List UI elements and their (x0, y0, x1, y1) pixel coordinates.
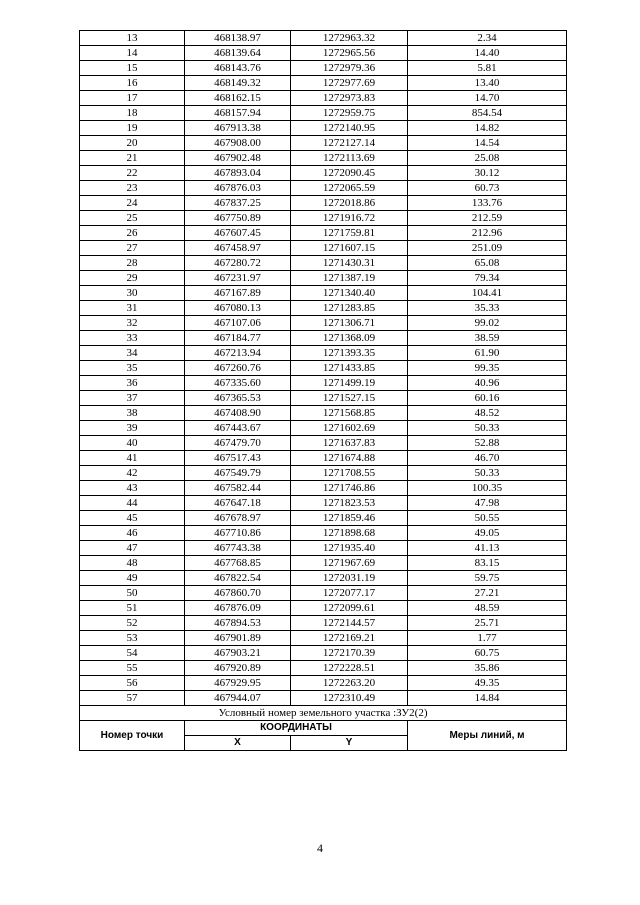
table-row (80, 661, 567, 676)
x-coordinate-cell: 467167.89 (185, 286, 291, 301)
x-coordinate-cell: 467876.03 (185, 181, 291, 196)
point-number-cell: 22 (80, 166, 185, 181)
line-measure-cell: 35.33 (408, 301, 567, 316)
x-coordinate-cell: 467107.06 (185, 316, 291, 331)
x-coordinate-cell: 467479.70 (185, 436, 291, 451)
x-coordinate-cell: 467903.21 (185, 646, 291, 661)
y-coordinate-cell: 1271607.15 (291, 241, 408, 256)
line-measure-cell: 30.12 (408, 166, 567, 181)
point-number-cell: 35 (80, 361, 185, 376)
point-number-cell: 32 (80, 316, 185, 331)
y-coordinate-cell: 1272090.45 (291, 166, 408, 181)
table-row (80, 481, 567, 496)
line-measure-cell: 25.71 (408, 616, 567, 631)
table-row (80, 196, 567, 211)
line-measure-cell: 13.40 (408, 76, 567, 91)
point-number-cell: 33 (80, 331, 185, 346)
line-measure-cell: 60.75 (408, 646, 567, 661)
x-coordinate-cell: 467901.89 (185, 631, 291, 646)
line-measure-cell: 41.13 (408, 541, 567, 556)
x-coordinate-cell: 467408.90 (185, 406, 291, 421)
x-coordinate-cell: 467822.54 (185, 571, 291, 586)
line-measure-cell: 50.55 (408, 511, 567, 526)
y-coordinate-cell: 1271283.85 (291, 301, 408, 316)
line-measure-cell: 2.34 (408, 31, 567, 46)
y-coordinate-cell: 1271368.09 (291, 331, 408, 346)
line-measure-cell: 83.15 (408, 556, 567, 571)
x-coordinate-cell: 467743.38 (185, 541, 291, 556)
y-coordinate-cell: 1272127.14 (291, 136, 408, 151)
table-row (80, 166, 567, 181)
y-coordinate-cell: 1272018.86 (291, 196, 408, 211)
x-coordinate-cell: 467517.43 (185, 451, 291, 466)
point-number-cell: 25 (80, 211, 185, 226)
line-measure-cell: 1.77 (408, 631, 567, 646)
x-coordinate-cell: 467913.38 (185, 121, 291, 136)
y-coordinate-cell: 1272099.61 (291, 601, 408, 616)
coordinates-table (79, 30, 567, 751)
point-number-cell: 18 (80, 106, 185, 121)
header-x: X (185, 736, 291, 751)
line-measure-cell: 61.90 (408, 346, 567, 361)
x-coordinate-cell: 467647.18 (185, 496, 291, 511)
table-row (80, 496, 567, 511)
table-row (80, 436, 567, 451)
point-number-cell: 39 (80, 421, 185, 436)
y-coordinate-cell: 1271674.88 (291, 451, 408, 466)
table-row (80, 76, 567, 91)
point-number-cell: 19 (80, 121, 185, 136)
page-number: 4 (317, 841, 323, 855)
point-number-cell: 28 (80, 256, 185, 271)
y-coordinate-cell: 1272228.51 (291, 661, 408, 676)
table-row (80, 136, 567, 151)
table-row (80, 646, 567, 661)
line-measure-cell: 40.96 (408, 376, 567, 391)
point-number-cell: 41 (80, 451, 185, 466)
x-coordinate-cell: 467929.95 (185, 676, 291, 691)
x-coordinate-cell: 468162.15 (185, 91, 291, 106)
point-number-cell: 26 (80, 226, 185, 241)
line-measure-cell: 5.81 (408, 61, 567, 76)
line-measure-cell: 14.54 (408, 136, 567, 151)
line-measure-cell: 14.82 (408, 121, 567, 136)
point-number-cell: 29 (80, 271, 185, 286)
line-measure-cell: 49.05 (408, 526, 567, 541)
point-number-cell: 36 (80, 376, 185, 391)
x-coordinate-cell: 468143.76 (185, 61, 291, 76)
y-coordinate-cell: 1272077.17 (291, 586, 408, 601)
x-coordinate-cell: 468139.64 (185, 46, 291, 61)
line-measure-cell: 60.16 (408, 391, 567, 406)
table-row (80, 331, 567, 346)
y-coordinate-cell: 1272977.69 (291, 76, 408, 91)
line-measure-cell: 38.59 (408, 331, 567, 346)
x-coordinate-cell: 467860.70 (185, 586, 291, 601)
table-row (80, 241, 567, 256)
table-row (80, 181, 567, 196)
x-coordinate-cell: 467876.09 (185, 601, 291, 616)
y-coordinate-cell: 1271393.35 (291, 346, 408, 361)
line-measure-cell: 99.02 (408, 316, 567, 331)
x-coordinate-cell: 467582.44 (185, 481, 291, 496)
y-coordinate-cell: 1271859.46 (291, 511, 408, 526)
line-measure-cell: 48.59 (408, 601, 567, 616)
line-measure-cell: 854.54 (408, 106, 567, 121)
line-measure-cell: 79.34 (408, 271, 567, 286)
table-row (80, 106, 567, 121)
x-coordinate-cell: 467893.04 (185, 166, 291, 181)
x-coordinate-cell: 467768.85 (185, 556, 291, 571)
point-number-cell: 21 (80, 151, 185, 166)
line-measure-cell: 35.86 (408, 661, 567, 676)
table-row (80, 121, 567, 136)
point-number-cell: 46 (80, 526, 185, 541)
line-measure-cell: 48.52 (408, 406, 567, 421)
point-number-cell: 14 (80, 46, 185, 61)
y-coordinate-cell: 1272140.95 (291, 121, 408, 136)
header-coordinates: КООРДИНАТЫ (185, 721, 408, 736)
line-measure-cell: 50.33 (408, 466, 567, 481)
y-coordinate-cell: 1271499.19 (291, 376, 408, 391)
y-coordinate-cell: 1271637.83 (291, 436, 408, 451)
table-row (80, 391, 567, 406)
point-number-cell: 54 (80, 646, 185, 661)
x-coordinate-cell: 467184.77 (185, 331, 291, 346)
table-row (80, 451, 567, 466)
point-number-cell: 52 (80, 616, 185, 631)
table-row (80, 421, 567, 436)
point-number-cell: 40 (80, 436, 185, 451)
table-row (80, 556, 567, 571)
line-measure-cell: 212.59 (408, 211, 567, 226)
point-number-cell: 27 (80, 241, 185, 256)
point-number-cell: 50 (80, 586, 185, 601)
line-measure-cell: 49.35 (408, 676, 567, 691)
line-measure-cell: 59.75 (408, 571, 567, 586)
x-coordinate-cell: 467678.97 (185, 511, 291, 526)
line-measure-cell: 25.08 (408, 151, 567, 166)
line-measure-cell: 47.98 (408, 496, 567, 511)
point-number-cell: 49 (80, 571, 185, 586)
line-measure-cell: 100.35 (408, 481, 567, 496)
x-coordinate-cell: 467280.72 (185, 256, 291, 271)
table-row (80, 511, 567, 526)
coordinates-table-body (80, 31, 567, 706)
table-row (80, 691, 567, 706)
point-number-cell: 53 (80, 631, 185, 646)
y-coordinate-cell: 1272973.83 (291, 91, 408, 106)
line-measure-cell: 65.08 (408, 256, 567, 271)
y-coordinate-cell: 1271433.85 (291, 361, 408, 376)
x-coordinate-cell: 467335.60 (185, 376, 291, 391)
x-coordinate-cell: 468157.94 (185, 106, 291, 121)
y-coordinate-cell: 1271527.15 (291, 391, 408, 406)
x-coordinate-cell: 467458.97 (185, 241, 291, 256)
y-coordinate-cell: 1271898.68 (291, 526, 408, 541)
point-number-cell: 44 (80, 496, 185, 511)
point-number-cell: 23 (80, 181, 185, 196)
point-number-cell: 13 (80, 31, 185, 46)
line-measure-cell: 52.88 (408, 436, 567, 451)
point-number-cell: 48 (80, 556, 185, 571)
x-coordinate-cell: 467944.07 (185, 691, 291, 706)
table-row (80, 61, 567, 76)
x-coordinate-cell: 467080.13 (185, 301, 291, 316)
y-coordinate-cell: 1272031.19 (291, 571, 408, 586)
table-row (80, 631, 567, 646)
point-number-cell: 51 (80, 601, 185, 616)
table-row (80, 286, 567, 301)
point-number-cell: 43 (80, 481, 185, 496)
table-row (80, 256, 567, 271)
table-row (80, 226, 567, 241)
table-row (80, 316, 567, 331)
y-coordinate-cell: 1271935.40 (291, 541, 408, 556)
x-coordinate-cell: 467213.94 (185, 346, 291, 361)
x-coordinate-cell: 467549.79 (185, 466, 291, 481)
line-measure-cell: 27.21 (408, 586, 567, 601)
point-number-cell: 24 (80, 196, 185, 211)
x-coordinate-cell: 467750.89 (185, 211, 291, 226)
y-coordinate-cell: 1272144.57 (291, 616, 408, 631)
y-coordinate-cell: 1272169.21 (291, 631, 408, 646)
table-row (80, 91, 567, 106)
point-number-cell: 16 (80, 76, 185, 91)
table-row (80, 346, 567, 361)
table-row (80, 301, 567, 316)
x-coordinate-cell: 467710.86 (185, 526, 291, 541)
table-row (80, 676, 567, 691)
header-point-number: Номер точки (80, 721, 185, 751)
table-row (80, 616, 567, 631)
x-coordinate-cell: 468149.32 (185, 76, 291, 91)
line-measure-cell: 212.96 (408, 226, 567, 241)
table-row (80, 376, 567, 391)
x-coordinate-cell: 467365.53 (185, 391, 291, 406)
table-row (80, 586, 567, 601)
x-coordinate-cell: 467607.45 (185, 226, 291, 241)
x-coordinate-cell: 467260.76 (185, 361, 291, 376)
y-coordinate-cell: 1271306.71 (291, 316, 408, 331)
land-plot-subtitle: Условный номер земельного участка :ЗУ2(2) (80, 706, 567, 721)
x-coordinate-cell: 467894.53 (185, 616, 291, 631)
y-coordinate-cell: 1271568.85 (291, 406, 408, 421)
x-coordinate-cell: 467902.48 (185, 151, 291, 166)
y-coordinate-cell: 1271823.53 (291, 496, 408, 511)
table-row (80, 46, 567, 61)
point-number-cell: 42 (80, 466, 185, 481)
line-measure-cell: 104.41 (408, 286, 567, 301)
point-number-cell: 31 (80, 301, 185, 316)
table-row (80, 151, 567, 166)
y-coordinate-cell: 1271967.69 (291, 556, 408, 571)
x-coordinate-cell: 467443.67 (185, 421, 291, 436)
table-row (80, 361, 567, 376)
y-coordinate-cell: 1272113.69 (291, 151, 408, 166)
table-row (80, 601, 567, 616)
table-row (80, 571, 567, 586)
header-y: Y (291, 736, 408, 751)
y-coordinate-cell: 1271746.86 (291, 481, 408, 496)
table-row (80, 31, 567, 46)
y-coordinate-cell: 1271708.55 (291, 466, 408, 481)
y-coordinate-cell: 1272965.56 (291, 46, 408, 61)
point-number-cell: 20 (80, 136, 185, 151)
next-section-header (80, 706, 567, 751)
point-number-cell: 38 (80, 406, 185, 421)
point-number-cell: 30 (80, 286, 185, 301)
point-number-cell: 17 (80, 91, 185, 106)
table-row (80, 541, 567, 556)
x-coordinate-cell: 467908.00 (185, 136, 291, 151)
y-coordinate-cell: 1272263.20 (291, 676, 408, 691)
point-number-cell: 47 (80, 541, 185, 556)
line-measure-cell: 14.70 (408, 91, 567, 106)
point-number-cell: 56 (80, 676, 185, 691)
y-coordinate-cell: 1272310.49 (291, 691, 408, 706)
line-measure-cell: 46.70 (408, 451, 567, 466)
point-number-cell: 45 (80, 511, 185, 526)
line-measure-cell: 251.09 (408, 241, 567, 256)
y-coordinate-cell: 1271430.31 (291, 256, 408, 271)
y-coordinate-cell: 1272963.32 (291, 31, 408, 46)
y-coordinate-cell: 1271387.19 (291, 271, 408, 286)
point-number-cell: 57 (80, 691, 185, 706)
y-coordinate-cell: 1272959.75 (291, 106, 408, 121)
y-coordinate-cell: 1272065.59 (291, 181, 408, 196)
y-coordinate-cell: 1271602.69 (291, 421, 408, 436)
line-measure-cell: 133.76 (408, 196, 567, 211)
x-coordinate-cell: 467920.89 (185, 661, 291, 676)
x-coordinate-cell: 468138.97 (185, 31, 291, 46)
point-number-cell: 37 (80, 391, 185, 406)
line-measure-cell: 14.40 (408, 46, 567, 61)
x-coordinate-cell: 467837.25 (185, 196, 291, 211)
line-measure-cell: 50.33 (408, 421, 567, 436)
point-number-cell: 55 (80, 661, 185, 676)
line-measure-cell: 60.73 (408, 181, 567, 196)
y-coordinate-cell: 1272170.39 (291, 646, 408, 661)
table-row (80, 526, 567, 541)
y-coordinate-cell: 1271759.81 (291, 226, 408, 241)
header-line-measures: Меры линий, м (408, 721, 567, 751)
x-coordinate-cell: 467231.97 (185, 271, 291, 286)
table-row (80, 271, 567, 286)
y-coordinate-cell: 1271916.72 (291, 211, 408, 226)
point-number-cell: 15 (80, 61, 185, 76)
line-measure-cell: 14.84 (408, 691, 567, 706)
y-coordinate-cell: 1272979.36 (291, 61, 408, 76)
table-row (80, 466, 567, 481)
table-row (80, 211, 567, 226)
line-measure-cell: 99.35 (408, 361, 567, 376)
y-coordinate-cell: 1271340.40 (291, 286, 408, 301)
point-number-cell: 34 (80, 346, 185, 361)
table-row (80, 406, 567, 421)
